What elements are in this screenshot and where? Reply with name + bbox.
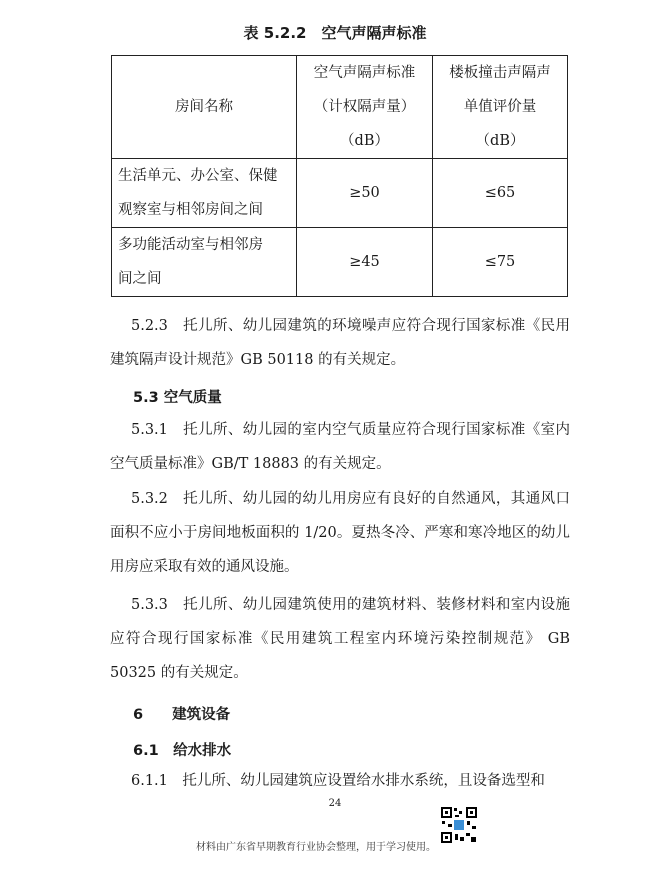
header-impact-line: 楼板撞击声隔声 <box>449 65 551 81</box>
header-impact-line: （dB） <box>475 133 525 149</box>
header-impact-line: 单值评价量 <box>463 99 537 115</box>
clause-5-3-1: 5.3.1 托儿所、幼儿园的室内空气质量应符合现行国家标准《室内空气质量标准》GB/T 18883 的有关规定。 <box>110 422 570 472</box>
header-airborne-line: （计权隔声量） <box>313 99 416 115</box>
table-row <box>112 159 568 228</box>
header-impact <box>433 56 568 159</box>
clause-5-2-3: 5.2.3 托儿所、幼儿园建筑的环境噪声应符合现行国家标准《民用建筑隔声设计规范》GB 50118 的有关规定。 <box>110 318 570 368</box>
room-line: 多功能活动室与相邻房 <box>118 237 263 253</box>
room-line: 生活单元、办公室、保健 <box>118 168 278 184</box>
room-line: 间之间 <box>118 271 162 287</box>
qr-code-icon <box>440 806 478 844</box>
table-caption: 表 5.2.2 空气声隔声标准 <box>243 24 427 42</box>
impact-value: ≤65 <box>433 159 568 228</box>
table-header-row <box>112 56 568 159</box>
header-airborne-line: 空气声隔声标准 <box>313 65 416 81</box>
sound-insulation-table <box>111 55 568 297</box>
page-number: 24 <box>328 798 342 809</box>
table-row <box>112 228 568 297</box>
room-cell <box>112 228 297 297</box>
airborne-value: ≥50 <box>297 159 433 228</box>
clause-5-3-3: 5.3.3 托儿所、幼儿园建筑使用的建筑材料、装修材料和室内设施应符合现行国家标准《民用建筑工程室内环境污染控制规范》 GB 50325 的有关规定。 <box>110 597 570 681</box>
clause-6-1-1: 6.1.1 托儿所、幼儿园建筑应设置给水排水系统，且设备选型和 <box>131 773 545 789</box>
chapter-heading-6: 6 建筑设备 <box>133 707 231 723</box>
impact-value: ≤75 <box>433 228 568 297</box>
header-airborne <box>297 56 433 159</box>
clause-5-3-2: 5.3.2 托儿所、幼儿园的幼儿用房应有良好的自然通风，其通风口面积不应小于房间地板面积的 1/20。夏热冬冷、严寒和寒冷地区的幼儿用房应采取有效的通风设施。 <box>110 491 570 575</box>
section-heading-6-1: 6.1 给水排水 <box>133 743 232 759</box>
room-cell <box>112 159 297 228</box>
header-airborne-line: （dB） <box>340 133 389 149</box>
header-room-name: 房间名称 <box>112 56 297 159</box>
footer-note: 材料由广东省早期教育行业协会整理，用于学习使用。 <box>196 842 436 853</box>
section-heading-5-3: 5.3 空气质量 <box>133 390 222 406</box>
airborne-value: ≥45 <box>297 228 433 297</box>
room-line: 观察室与相邻房间之间 <box>118 202 263 218</box>
